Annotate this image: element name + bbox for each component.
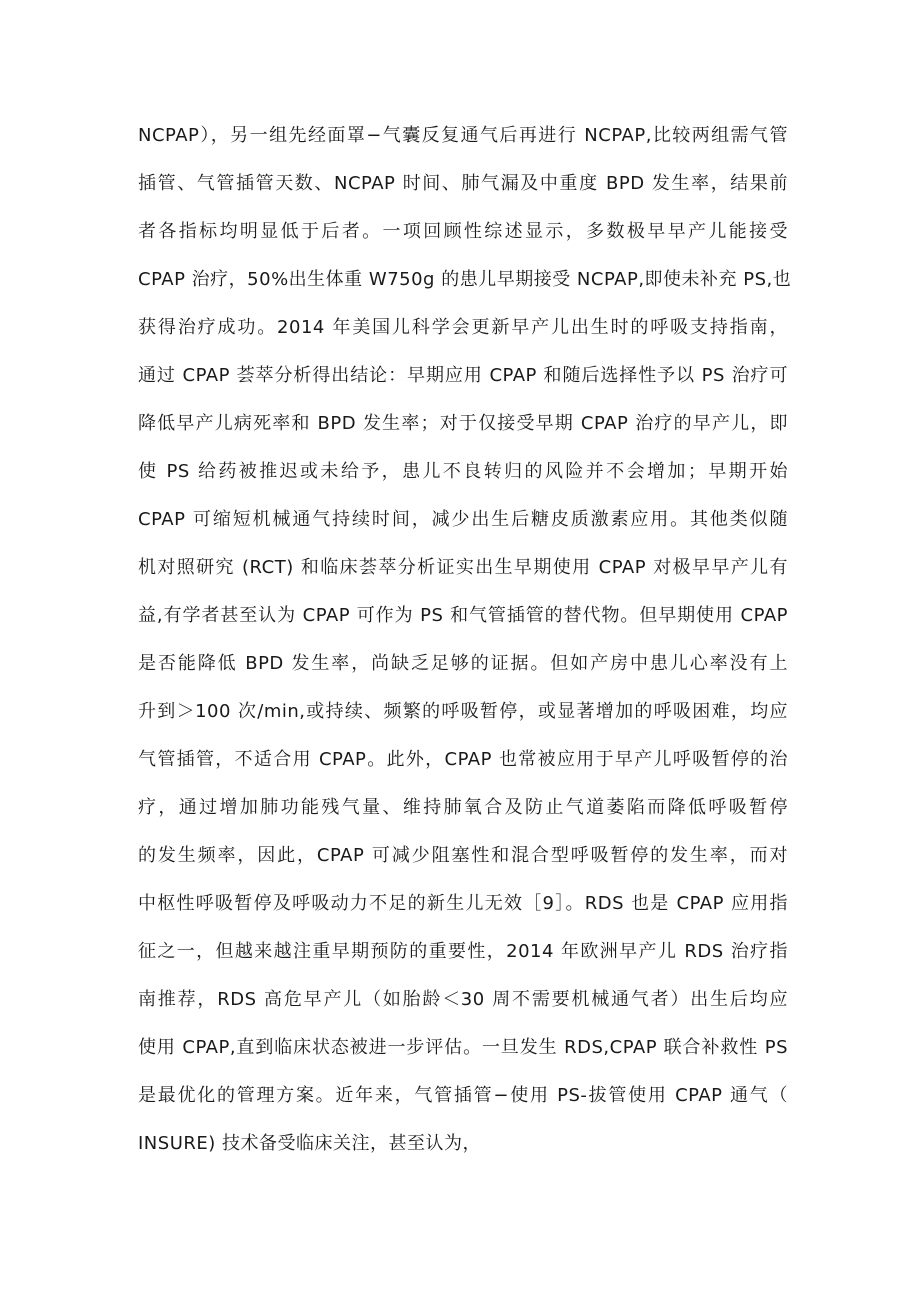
paragraph-line-9: CPAP 可缩短机械通气持续时间，减少出生后糖皮质激素应用。其他类似随 [138, 509, 788, 530]
paragraph-line-10: 机对照研究 (RCT) 和临床荟萃分析证实出生早期使用 CPAP 对极早早产儿有 [138, 557, 788, 578]
paragraph-line-20: 使用 CPAP,直到临床状态被进一步评估。一旦发生 RDS,CPAP 联合补救性 PS [138, 1037, 788, 1058]
paragraph-line-4: CPAP 治疗，50%出生体重 W750g 的患儿早期接受 NCPAP,即使未补充 PS,也 [138, 269, 792, 290]
paragraph-line-13: 升到＞100 次/min,或持续、频繁的呼吸暂停，或显著增加的呼吸困难，均应 [138, 701, 788, 722]
paragraph-line-3: 者各指标均明显低于后者。一项回顾性综述显示，多数极早早产儿能接受 [138, 221, 788, 242]
paragraph-line-18: 征之一，但越来越注重早期预防的重要性，2014 年欧洲早产儿 RDS 治疗指 [138, 941, 788, 962]
paragraph-line-14: 气管插管，不适合用 CPAP。此外，CPAP 也常被应用于早产儿呼吸暂停的治 [138, 749, 788, 770]
paragraph-line-11: 益,有学者甚至认为 CPAP 可作为 PS 和气管插管的替代物。但早期使用 CPAP [138, 605, 788, 626]
paragraph-line-12: 是否能降低 BPD 发生率，尚缺乏足够的证据。但如产房中患儿心率没有上 [138, 653, 788, 674]
paragraph-line-5: 获得治疗成功。2014 年美国儿科学会更新早产儿出生时的呼吸支持指南， [138, 317, 788, 338]
body-paragraph [138, 112, 792, 1168]
paragraph-line-15: 疗，通过增加肺功能残气量、维持肺氧合及防止气道萎陷而降低呼吸暂停 [138, 797, 788, 818]
paragraph-line-17: 中枢性呼吸暂停及呼吸动力不足的新生儿无效［9］。RDS 也是 CPAP 应用指 [138, 893, 788, 914]
paragraph-line-16: 的发生频率，因此，CPAP 可减少阻塞性和混合型呼吸暂停的发生率，而对 [138, 845, 788, 866]
paragraph-line-1: NCPAP），另一组先经面罩−气囊反复通气后再进行 NCPAP,比较两组需气管 [138, 125, 788, 146]
paragraph-line-19: 南推荐，RDS 高危早产儿（如胎龄＜30 周不需要机械通气者）出生后均应 [138, 989, 788, 1010]
paragraph-line-21: 是最优化的管理方案。近年来，气管插管−使用 PS-拔管使用 CPAP 通气（ [138, 1085, 788, 1106]
paragraph-line-7: 降低早产儿病死率和 BPD 发生率；对于仅接受早期 CPAP 治疗的早产儿，即 [138, 413, 788, 434]
paragraph-line-8: 使 PS 给药被推迟或未给予，患儿不良转归的风险并不会增加；早期开始 [138, 461, 788, 482]
paragraph-line-6: 通过 CPAP 荟萃分析得出结论：早期应用 CPAP 和随后选择性予以 PS 治疗可 [138, 365, 788, 386]
paragraph-line-2: 插管、气管插管天数、NCPAP 时间、肺气漏及中重度 BPD 发生率，结果前 [138, 173, 788, 194]
paragraph-line-22: INSURE) 技术备受临床关注，甚至认为， [138, 1133, 481, 1154]
